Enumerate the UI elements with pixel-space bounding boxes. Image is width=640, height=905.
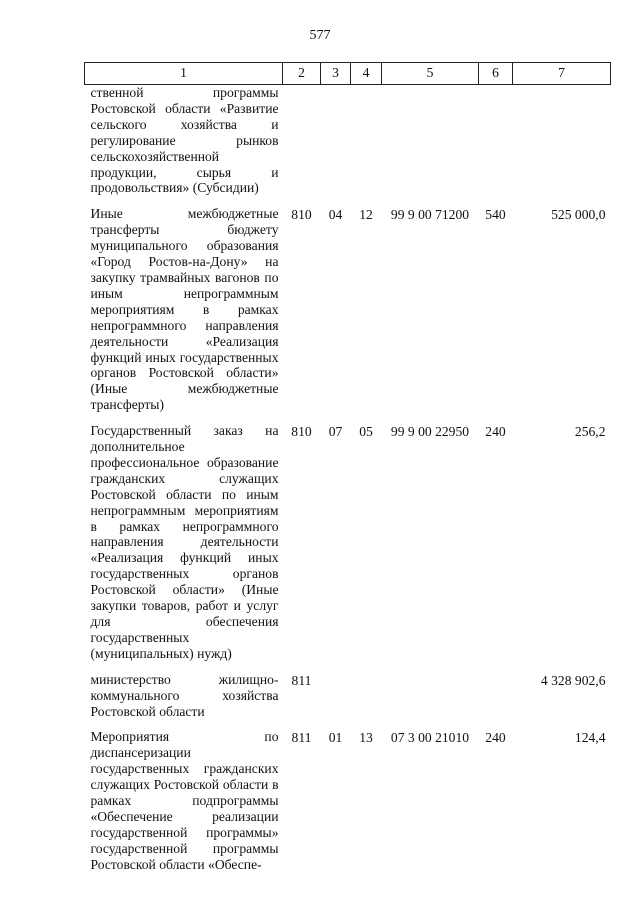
row-amount: 4 328 902,6 (540, 672, 606, 688)
row-code-6 (479, 672, 513, 730)
row-code-3: 04 (328, 207, 343, 223)
column-header-1: 1 (85, 63, 283, 85)
row-code-2: 811 (291, 730, 312, 746)
row-description: министерство жилищно-коммунального хозяйства Ростовской области (90, 671, 279, 719)
row-code-2: 810 (291, 424, 312, 440)
column-number-header-row (85, 63, 611, 85)
row-code-6: 240 (485, 730, 506, 746)
row-code-5: 99 9 00 22950 (390, 424, 470, 440)
column-header-4: 4 (351, 63, 382, 85)
column-header-6: 6 (479, 63, 513, 85)
row-code-5: 07 3 00 21010 (390, 730, 470, 746)
table-row (85, 85, 611, 207)
row-code-2 (283, 85, 321, 207)
row-code-4 (351, 672, 382, 730)
row-code-2: 811 (291, 672, 312, 688)
table-row (85, 206, 611, 423)
table-row (85, 729, 611, 872)
row-code-6: 540 (485, 207, 506, 223)
row-description: Мероприятия по диспансеризации государственных гражданских служащих Ростовской области в рамках подпрограммы «Обеспечение реализации государственной программы» государственной программы Ростовской области «Обеспе- (90, 729, 279, 872)
row-code-4: 13 (359, 730, 373, 746)
table-row (85, 672, 611, 730)
row-code-3 (321, 672, 351, 730)
row-code-3: 07 (328, 424, 343, 440)
row-code-3: 01 (328, 730, 343, 746)
row-amount: 525 000,0 (551, 207, 606, 223)
column-header-2: 2 (283, 63, 321, 85)
row-code-5: 99 9 00 71200 (390, 207, 470, 223)
column-header-7: 7 (513, 63, 611, 85)
page-number: 577 (309, 28, 331, 43)
budget-table (84, 62, 611, 873)
row-amount: 256,2 (574, 424, 606, 440)
row-description: Иные межбюджетные трансферты бюджету муниципального образования «Город Ростов-на-Дону» на закупку трамвайных вагонов по иным непрограммным мероприятиям в рамках непрограммного направления деятельности «Реализация функций иных государственных органов Ростовской области» (Иные межбюджетные трансферты) (90, 206, 279, 413)
row-code-5 (382, 85, 479, 207)
row-code-4: 12 (359, 207, 373, 223)
row-code-6 (479, 85, 513, 207)
table-row (85, 423, 611, 672)
row-code-6: 240 (485, 424, 506, 440)
column-header-3: 3 (321, 63, 351, 85)
row-code-3 (321, 85, 351, 207)
row-description: ственной программы Ростовской области «Развитие сельского хозяйства и регулирование рынков сельскохозяйственной продукции, сырья и продовольствия» (Субсидии) (90, 85, 279, 196)
row-code-4 (351, 85, 382, 207)
row-code-4: 05 (359, 424, 373, 440)
row-code-5 (382, 672, 479, 730)
row-description: Государственный заказ на дополнительное профессиональное образование гражданских служащих Ростовской области по иным непрограммным мероприятиям в рамках непрограммного направления деятельности «Реализация функций иных государственных органов Ростовской области» (Иные закупки товаров, работ и услуг для обеспечения государственных (муниципальных) нужд) (90, 423, 279, 661)
row-code-2: 810 (291, 207, 312, 223)
row-amount (513, 85, 611, 207)
row-amount: 124,4 (574, 730, 606, 746)
column-header-5: 5 (382, 63, 479, 85)
